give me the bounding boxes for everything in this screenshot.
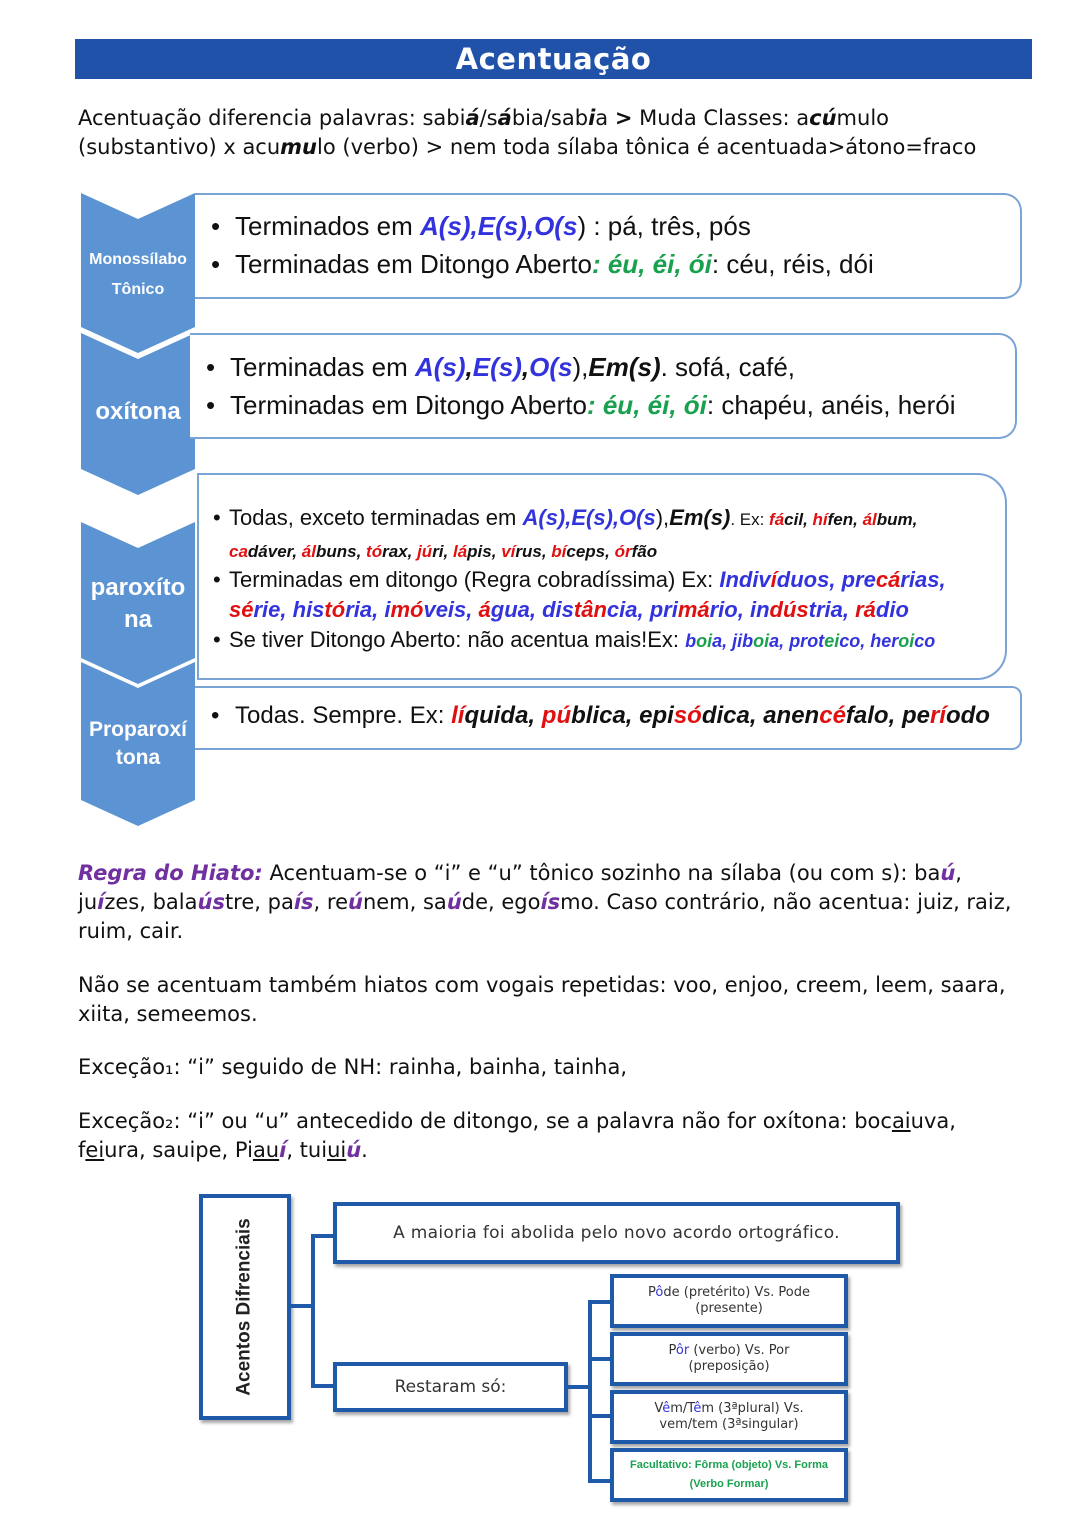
- excecao2-paragraph: Exceção₂: “i” ou “u” antecedido de ditongo, se a palavra não for oxítona: bocaiuva, feiura, sauipe, Piauí, tuiuiú.: [78, 1109, 956, 1162]
- rule-box-paroxitona: [197, 473, 1007, 680]
- connector: [588, 1300, 612, 1304]
- connector: [588, 1479, 612, 1483]
- connector: [588, 1300, 592, 1483]
- diagram-leaf-pode: Pôde (pretérito) Vs. Pode (presente): [610, 1274, 848, 1328]
- label-oxitona: oxítona: [95, 398, 181, 425]
- label-monossilabo: Monossílabo Tônico: [89, 251, 187, 298]
- rule-item: • Se tiver Ditongo Aberto: não acentua mais!Ex: boia, jiboia, proteico, heroico: [213, 625, 1005, 656]
- label-paroxitona: paroxíto na: [90, 574, 186, 633]
- page-title: Acentuação: [75, 39, 1032, 79]
- diagram-leaf-vem-tem: Vêm/Têm (3ªplural) Vs. vem/tem (3ªsingular): [610, 1390, 848, 1444]
- rule-item: • Terminadas em A(s),E(s),O(s),Em(s). sofá, café,: [206, 348, 1015, 386]
- diagram-root-box: Acentos Difrenciais: [199, 1194, 291, 1420]
- connector: [311, 1234, 315, 1388]
- rule-box-monossilabo: [195, 193, 1022, 299]
- hiato-paragraph: Regra do Hiato: Acentuam-se o “i” e “u” tônico sozinho na sílaba (ou com s): baú, juízes, balaústre, país, reúnem, saúde, egoísmo. Caso contrário, não acentua: juiz, raiz, ruim, cair.: [78, 861, 1012, 943]
- rule-item: • Terminadas em Ditongo Aberto: éu, éi, ói: chapéu, anéis, herói: [206, 386, 1015, 424]
- rule-item: • Terminados em A(s),E(s),O(s) : pá, três, pós: [211, 207, 1020, 245]
- connector: [588, 1414, 612, 1418]
- rule-item: • Terminadas em Ditongo Aberto: éu, éi, ói: céu, réis, dói: [211, 245, 1020, 283]
- connector: [311, 1234, 335, 1238]
- connector: [311, 1384, 335, 1388]
- intro-paragraph: Acentuação diferencia palavras: sabiá/sábia/sabia > Muda Classes: acúmulo (substantivo) x acumulo (verbo) > nem toda sílaba tônica é acentuada>átono=fraco: [78, 106, 977, 159]
- connector: [568, 1385, 590, 1389]
- diagram-leaf-forma: Facultativo: Fôrma (objeto) Vs. Forma (Verbo Formar): [610, 1448, 848, 1502]
- diagram-leaf-por: Pôr (verbo) Vs. Por (preposição): [610, 1332, 848, 1386]
- rule-item: • Terminadas em ditongo (Regra cobradíssima) Ex: Indivíduos, precárias, série, história, imóveis, água, distância, primário, indústria, rádio: [213, 565, 1005, 625]
- rule-box-oxitona: [190, 333, 1017, 439]
- rule-item: • Todas. Sempre. Ex: líquida, pública, episódica, anencéfalo, período: [211, 688, 1020, 744]
- rule-item: • Todas, exceto terminadas em A(s),E(s),O(s),Em(s). Ex: fácil, hífen, álbum, cadáver, álbuns, tórax, júri, lápis, vírus, bíceps, órfão: [213, 503, 1005, 565]
- connector: [291, 1304, 313, 1308]
- rule-box-proparoxitona: [195, 686, 1022, 750]
- vogais-repetidas-paragraph: Não se acentuam também hiatos com vogais repetidas: voo, enjoo, creem, leem, saara, xiita, semeemos.: [78, 973, 1006, 1026]
- connector: [588, 1357, 612, 1361]
- diagram-top-box: A maioria foi abolida pelo novo acordo ortográfico.: [333, 1202, 900, 1264]
- diagram-mid-box: Restaram só:: [333, 1362, 568, 1412]
- label-proparoxitona: Proparoxí tona: [88, 718, 188, 769]
- excecao1-paragraph: Exceção₁: “i” seguido de NH: rainha, bainha, tainha,: [78, 1055, 628, 1079]
